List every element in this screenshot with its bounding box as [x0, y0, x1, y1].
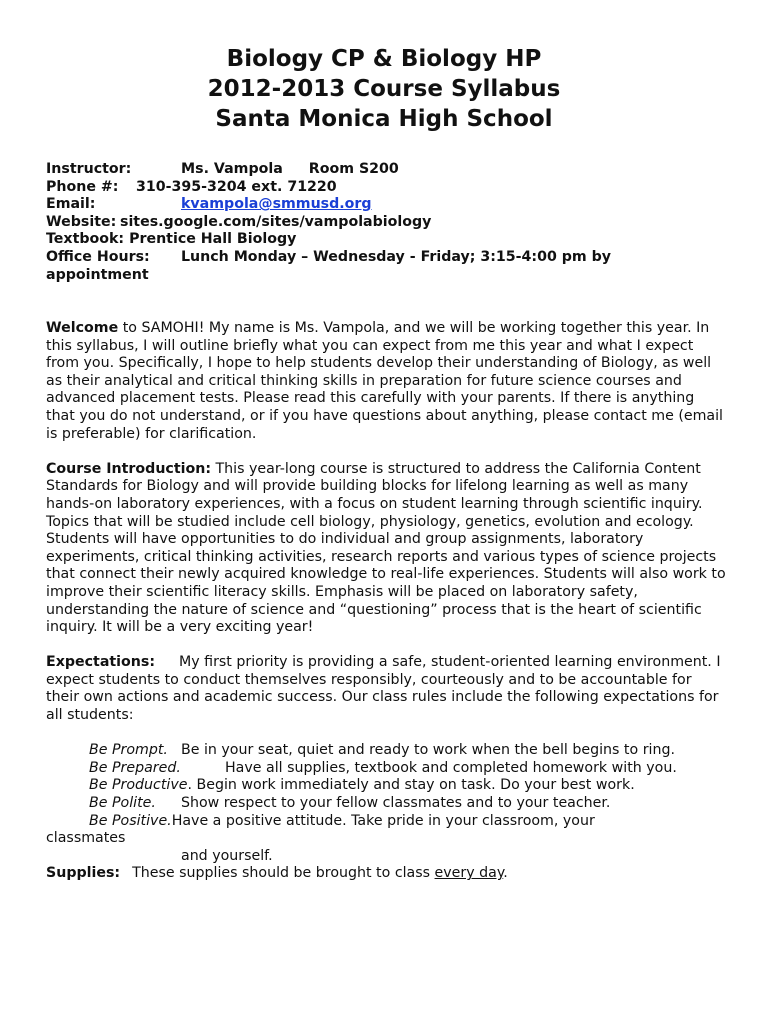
- office-hours-value: Lunch Monday – Wednesday - Friday; 3:15-4:00 pm by: [181, 248, 612, 265]
- textbook-label: Textbook:: [46, 231, 125, 248]
- website-row: [46, 214, 726, 232]
- course-introduction-paragraph: [46, 461, 726, 637]
- rule-description: Be in your seat, quiet and ready to work when the bell begins to ring.: [181, 742, 675, 759]
- school-name: Santa Monica High School: [215, 106, 553, 132]
- welcome-heading: Welcome: [46, 320, 119, 336]
- rule-item: [46, 813, 726, 831]
- course-introduction-heading: Course Introduction:: [46, 460, 211, 477]
- rule-wrap-end: and yourself.: [181, 847, 273, 864]
- course-introduction-text: This year-long course is structured to address the California Content Standards for Biology and will provide building blocks for lifelong learning as well as many hands-on laboratory experiences, with a focus on student learning through scientific inquiry. Topics that will be studied include cell biology, physiology, genetics, evolution and ecology. Students will have opportunities to do individual and group assignments, laboratory experiments, critical thinking activities, research reports and various types of science projects that connect their newly acquired knowledge to real-life experiences. Students will also work to improve their scientific literacy skills. Emphasis will be placed on laboratory safety, understanding the nature of science and “questioning” process that is the heart of scientific inquiry. It will be a very exciting year!: [46, 460, 726, 636]
- instructor-label: Instructor:: [46, 161, 132, 177]
- email-link[interactable]: kvampola@smmusd.org: [181, 196, 372, 213]
- office-hours-label: Office Hours:: [46, 248, 150, 265]
- expectations-heading: Expectations:: [46, 654, 155, 671]
- welcome-paragraph: [46, 320, 726, 443]
- course-title: Biology CP & Biology HP: [226, 46, 542, 72]
- welcome-text: to SAMOHI! My name is Ms. Vampola, and we will be working together this year. In this syllabus, I will outline briefly what you can expect from me this year and what I expect from you. Specifically, I hope to help students develop their understanding of Biology, as well as their analytical and critical thinking skills in preparation for future science courses and advanced placement tests. Please read this carefully with your parents. If there is anything that you do not understand, or if you have questions about anything, please contact me (email is preferable) for clarification.: [46, 320, 723, 442]
- website-value: sites.google.com/sites/vampolabiology: [120, 213, 432, 230]
- phone-value: 310-395-3204 ext. 71220: [136, 178, 337, 195]
- email-label: Email:: [46, 196, 96, 213]
- rule-name: Be Productive: [89, 777, 188, 794]
- phone-label: Phone #:: [46, 178, 119, 195]
- phone-row: [46, 179, 726, 197]
- office-hours-row: [46, 249, 726, 267]
- rule-wrap-text: classmates: [46, 830, 126, 847]
- supplies-every-day: every day: [434, 865, 504, 882]
- rule-item: [46, 742, 726, 760]
- website-label: Website:: [46, 213, 117, 230]
- room-number: Room S200: [308, 161, 399, 177]
- rule-description: Have a positive attitude. Take pride in your classroom, your: [171, 812, 595, 829]
- rule-item: [46, 795, 726, 813]
- rule-item: [46, 760, 726, 778]
- office-hours-continued: appointment: [46, 266, 149, 283]
- rule-description: Show respect to your fellow classmates and to your teacher.: [181, 795, 611, 812]
- email-row: [46, 196, 726, 214]
- supplies-period: .: [503, 865, 508, 882]
- rule-name: Be Prompt.: [89, 742, 168, 759]
- rule-name: Be Prepared.: [89, 759, 181, 776]
- supplies-text: These supplies should be brought to class: [132, 865, 435, 882]
- contact-info: [46, 161, 726, 284]
- instructor-row: [46, 161, 726, 179]
- textbook-row: [46, 231, 726, 249]
- syllabus-body: [46, 320, 726, 883]
- expectations-paragraph: [46, 654, 726, 724]
- supplies-heading: Supplies:: [46, 865, 121, 882]
- rule-name: Be Positive.: [89, 812, 172, 829]
- rule-name: Be Polite.: [89, 795, 156, 812]
- rule-description: . Begin work immediately and stay on task. Do your best work.: [187, 777, 635, 794]
- supplies-line: [46, 865, 726, 883]
- textbook-value: Prentice Hall Biology: [129, 231, 297, 248]
- expectations-text: My first priority is providing a safe, student-oriented learning environment. I expect students to conduct themselves responsibly, courteously and to be accountable for their own actions and academic success. Our class rules include the following expectations for all students:: [46, 654, 721, 724]
- rule-description: Have all supplies, textbook and completed homework with you.: [225, 759, 677, 776]
- instructor-name: Ms. Vampola: [181, 161, 283, 177]
- syllabus-year-title: 2012-2013 Course Syllabus: [207, 76, 561, 102]
- rule-item: [46, 777, 726, 795]
